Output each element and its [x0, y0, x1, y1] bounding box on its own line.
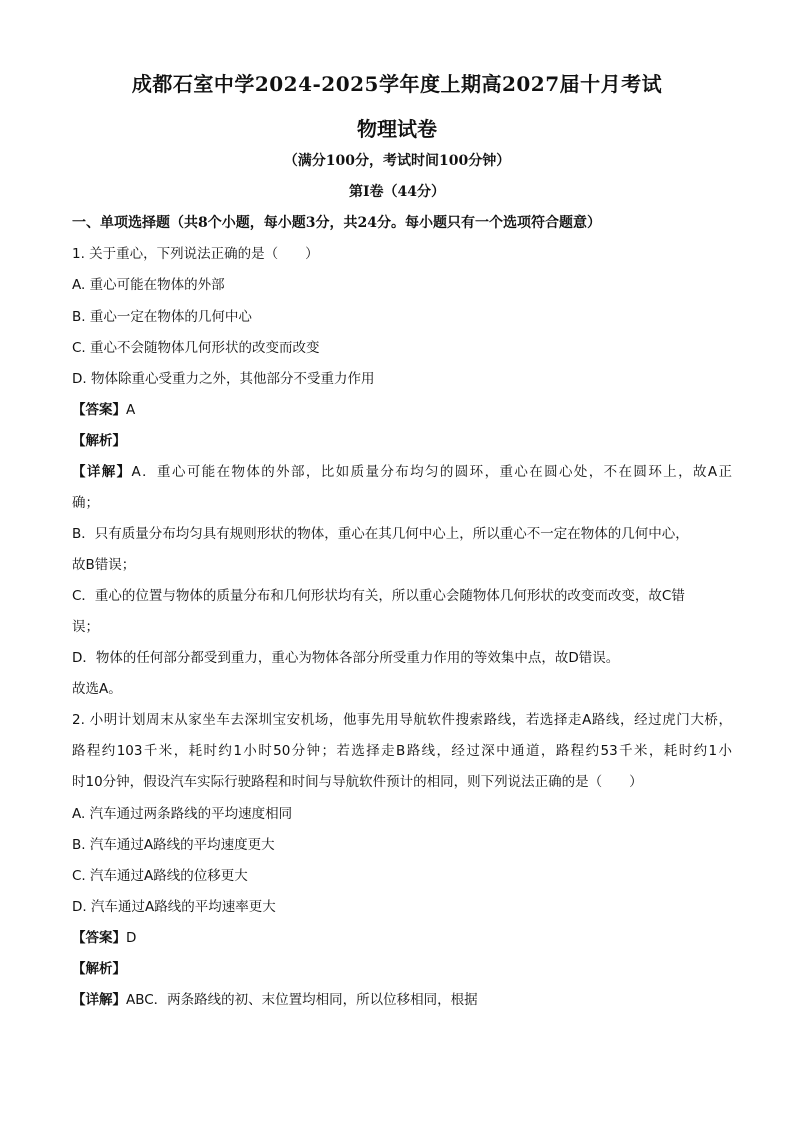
subject-title: 物理试卷	[357, 117, 437, 141]
q1-detail-line: 误；	[72, 619, 99, 635]
section-heading: 一、单项选择题（共8个小题，每小题3分，共24分。每小题只有一个选项符合题意）	[72, 215, 601, 231]
detail-text: A．重心可能在物体的外部，比如质量分布均匀的圆环，重心在圆心处，不在圆环上，故A正	[131, 464, 732, 480]
exam-title: 成都石室中学2024-2025学年度上期高2027届十月考试	[131, 72, 663, 96]
q1-analysis-tag	[72, 432, 732, 450]
q1-option-d: D. 物体除重心受重力之外，其他部分不受重力作用	[72, 371, 375, 387]
q2-option-b: B. 汽车通过A路线的平均速度更大	[72, 837, 275, 853]
q1-detail-line: D．物体的任何部分都受到重力，重心为物体各部分所受重力作用的等效集中点，故D错误。	[72, 650, 620, 666]
q1-answer	[72, 401, 732, 419]
q2-analysis-tag	[72, 960, 732, 978]
question-2-stem: 2. 小明计划周末从家坐车去深圳宝安机场，他事先用导航软件搜索路线，若选择走A路线，经过虎门大桥，	[72, 712, 732, 728]
q1-detail-line: B．只有质量分布均匀具有规则形状的物体，重心在其几何中心上，所以重心不一定在物体的几何中心，	[72, 526, 689, 542]
q2-option-d: D. 汽车通过A路线的平均速率更大	[72, 899, 276, 915]
answer-tag: 【答案】	[72, 930, 126, 946]
volume-title: 第I卷（44分）	[348, 184, 446, 200]
detail-text: ABC．两条路线的初、末位置均相同，所以位移相同，根据	[126, 992, 478, 1008]
exam-info: （满分100分，考试时间100分钟）	[283, 153, 511, 169]
q1-detail-line: 确；	[72, 495, 99, 511]
q1-option-b: B. 重心一定在物体的几何中心	[72, 309, 252, 325]
q1-detail-line: 故B错误；	[72, 557, 136, 573]
question-1-stem: 1. 关于重心，下列说法正确的是（ ）	[72, 246, 319, 262]
q2-option-a: A. 汽车通过两条路线的平均速度相同	[72, 806, 293, 822]
q2-detail-line	[72, 991, 732, 1009]
q2-option-c: C. 汽车通过A路线的位移更大	[72, 868, 248, 884]
q1-conclusion: 故选A。	[72, 681, 122, 697]
q1-option-a: A. 重心可能在物体的外部	[72, 277, 225, 293]
q2-answer	[72, 929, 732, 947]
q1-option-c: C. 重心不会随物体几何形状的改变而改变	[72, 340, 320, 356]
question-2-stem: 路程约103千米，耗时约1小时50分钟；若选择走B路线，经过深中通道，路程约53千米，耗时约1小	[72, 743, 732, 759]
answer-tag: 【答案】	[72, 402, 126, 418]
answer-value: D	[126, 930, 137, 946]
detail-tag: 【详解】	[72, 992, 126, 1008]
q1-detail-line: C．重心的位置与物体的质量分布和几何形状均有关，所以重心会随物体几何形状的改变而改变，故C错	[72, 588, 685, 604]
q1-detail-line	[72, 463, 732, 481]
answer-value: A	[126, 402, 136, 418]
detail-tag: 【详解】	[72, 464, 132, 480]
analysis-tag: 【解析】	[72, 961, 126, 977]
question-2-stem: 时10分钟，假设汽车实际行驶路程和时间与导航软件预计的相同，则下列说法正确的是（ ）	[72, 774, 643, 790]
analysis-tag: 【解析】	[72, 433, 126, 449]
